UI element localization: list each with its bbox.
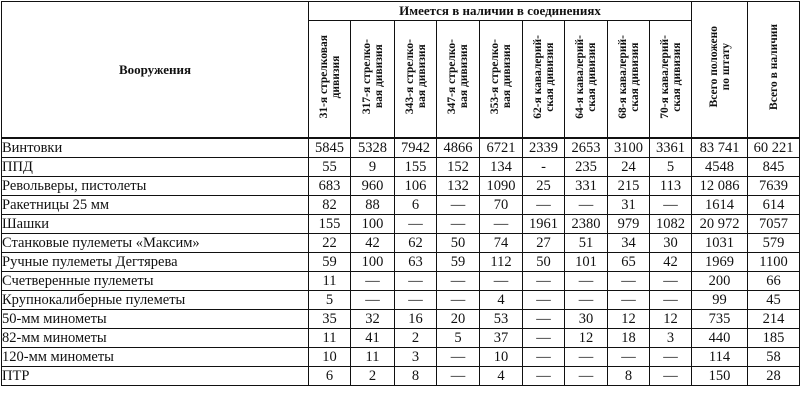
division-value-cell: —	[437, 291, 480, 310]
division-value-cell: 8	[395, 367, 437, 386]
division-value-cell: —	[523, 272, 565, 291]
division-value-cell: 42	[351, 234, 395, 253]
division-value-cell: —	[565, 348, 608, 367]
division-value-cell: 5845	[309, 138, 351, 158]
division-value-cell: 215	[608, 177, 650, 196]
division-value-cell: —	[351, 291, 395, 310]
division-column-header	[523, 21, 565, 139]
total-available-header-label: Всего в наличии	[767, 24, 780, 110]
division-value-cell: 113	[650, 177, 692, 196]
total-available-cell: 845	[748, 158, 800, 177]
division-value-cell: 4866	[437, 138, 480, 158]
division-value-cell: 55	[309, 158, 351, 177]
division-value-cell: 4	[480, 367, 523, 386]
division-column-label: 68-я кавалерий- ская дивизия	[616, 34, 641, 119]
table-row	[2, 367, 800, 386]
division-value-cell: 88	[351, 196, 395, 215]
division-value-cell: —	[523, 329, 565, 348]
division-value-cell: -	[523, 158, 565, 177]
weapon-name-cell: Ручные пулеметы Дегтярева	[2, 253, 309, 272]
table-row	[2, 329, 800, 348]
division-value-cell: 37	[480, 329, 523, 348]
division-value-cell: —	[608, 272, 650, 291]
total-required-cell: 99	[692, 291, 748, 310]
table-row	[2, 348, 800, 367]
weapon-name-cell: 50-мм минометы	[2, 310, 309, 329]
weapon-name-cell: Крупнокалиберные пулеметы	[2, 291, 309, 310]
division-value-cell: 3	[650, 329, 692, 348]
division-value-cell: 2653	[565, 138, 608, 158]
division-value-cell: 4	[480, 291, 523, 310]
division-value-cell: 5328	[351, 138, 395, 158]
division-value-cell: —	[523, 291, 565, 310]
total-available-cell: 7057	[748, 215, 800, 234]
division-value-cell: 70	[480, 196, 523, 215]
total-required-cell: 1614	[692, 196, 748, 215]
division-value-cell: 683	[309, 177, 351, 196]
division-value-cell: 1961	[523, 215, 565, 234]
division-column-header	[480, 21, 523, 139]
division-value-cell: 34	[608, 234, 650, 253]
division-value-cell: 18	[608, 329, 650, 348]
division-column-label: 31-я стрелковая дивизия	[317, 34, 342, 119]
division-value-cell: —	[650, 367, 692, 386]
total-available-cell: 185	[748, 329, 800, 348]
division-value-cell: 35	[309, 310, 351, 329]
division-value-cell: —	[565, 367, 608, 386]
division-column-label: 62-я кавалерий- ская дивизия	[531, 34, 556, 119]
division-value-cell: 2	[351, 367, 395, 386]
total-available-header	[748, 2, 800, 139]
weapon-name-cell: Станковые пулеметы «Максим»	[2, 234, 309, 253]
division-column-label: 64-я кавалерий- ская дивизия	[574, 34, 598, 119]
table-row	[2, 234, 800, 253]
division-value-cell: —	[650, 196, 692, 215]
division-value-cell: 3361	[650, 138, 692, 158]
total-required-cell: 12 086	[692, 177, 748, 196]
table-row	[2, 177, 800, 196]
division-value-cell: —	[480, 215, 523, 234]
division-value-cell: 100	[351, 253, 395, 272]
division-value-cell: 82	[309, 196, 351, 215]
division-value-cell: 2380	[565, 215, 608, 234]
total-required-header-label: Всего положено по штату	[707, 26, 732, 108]
weapons-column-header: Вооружения	[2, 2, 309, 139]
division-value-cell: 960	[351, 177, 395, 196]
total-required-cell: 20 972	[692, 215, 748, 234]
division-column-label: 70-я кавалерий- ская дивизия	[658, 34, 683, 119]
division-column-header	[395, 21, 437, 139]
division-value-cell: 65	[608, 253, 650, 272]
division-value-cell: 27	[523, 234, 565, 253]
weapon-name-cell: Винтовки	[2, 138, 309, 158]
division-value-cell: —	[565, 291, 608, 310]
division-value-cell: 25	[523, 177, 565, 196]
division-value-cell: —	[480, 272, 523, 291]
division-value-cell: —	[437, 272, 480, 291]
division-value-cell: 51	[565, 234, 608, 253]
division-value-cell: 12	[565, 329, 608, 348]
total-required-cell: 83 741	[692, 138, 748, 158]
division-value-cell: —	[565, 196, 608, 215]
total-available-cell: 28	[748, 367, 800, 386]
division-value-cell: 53	[480, 310, 523, 329]
division-value-cell: 24	[608, 158, 650, 177]
division-value-cell: 12	[608, 310, 650, 329]
total-available-cell: 214	[748, 310, 800, 329]
total-required-cell: 1031	[692, 234, 748, 253]
total-available-cell: 7639	[748, 177, 800, 196]
division-value-cell: —	[650, 291, 692, 310]
division-column-header	[608, 21, 650, 139]
division-value-cell: 31	[608, 196, 650, 215]
total-available-cell: 45	[748, 291, 800, 310]
division-value-cell: 50	[437, 234, 480, 253]
division-value-cell: 2	[395, 329, 437, 348]
division-value-cell: 41	[351, 329, 395, 348]
division-value-cell: 10	[480, 348, 523, 367]
table-row	[2, 138, 800, 158]
division-value-cell: —	[437, 215, 480, 234]
division-value-cell: —	[395, 291, 437, 310]
division-value-cell: 155	[395, 158, 437, 177]
division-value-cell: 32	[351, 310, 395, 329]
division-value-cell: 6	[309, 367, 351, 386]
total-available-cell: 579	[748, 234, 800, 253]
division-column-header	[309, 21, 351, 139]
division-value-cell: 100	[351, 215, 395, 234]
division-value-cell: —	[523, 367, 565, 386]
division-value-cell: —	[565, 272, 608, 291]
division-value-cell: 7942	[395, 138, 437, 158]
division-column-label: 353-я стрелко- вая дивизия	[489, 38, 513, 115]
total-available-cell: 58	[748, 348, 800, 367]
division-value-cell: 30	[565, 310, 608, 329]
division-value-cell: 63	[395, 253, 437, 272]
division-value-cell: 1090	[480, 177, 523, 196]
total-required-cell: 440	[692, 329, 748, 348]
weapon-name-cell: Счетверенные пулеметы	[2, 272, 309, 291]
division-value-cell: 11	[309, 329, 351, 348]
division-value-cell: 979	[608, 215, 650, 234]
table-row	[2, 272, 800, 291]
table-row	[2, 196, 800, 215]
division-value-cell: —	[523, 348, 565, 367]
total-required-cell: 735	[692, 310, 748, 329]
division-value-cell: 59	[437, 253, 480, 272]
division-value-cell: 16	[395, 310, 437, 329]
weapon-name-cell: Револьверы, пистолеты	[2, 177, 309, 196]
division-value-cell: 50	[523, 253, 565, 272]
division-column-header	[437, 21, 480, 139]
division-value-cell: 74	[480, 234, 523, 253]
division-value-cell: 20	[437, 310, 480, 329]
division-value-cell: 155	[309, 215, 351, 234]
division-value-cell: 59	[309, 253, 351, 272]
division-value-cell: 101	[565, 253, 608, 272]
total-available-cell: 60 221	[748, 138, 800, 158]
weapon-name-cell: 120-мм минометы	[2, 348, 309, 367]
division-value-cell: —	[650, 272, 692, 291]
division-column-label: 343-я стрелко- вая дивизия	[403, 38, 428, 115]
division-value-cell: 12	[650, 310, 692, 329]
division-value-cell: —	[608, 291, 650, 310]
division-value-cell: —	[523, 310, 565, 329]
division-column-header	[565, 21, 608, 139]
division-value-cell: 134	[480, 158, 523, 177]
weapons-table-body	[2, 138, 800, 386]
division-value-cell: 11	[309, 272, 351, 291]
division-value-cell: —	[395, 272, 437, 291]
division-value-cell: 5	[437, 329, 480, 348]
total-available-cell: 66	[748, 272, 800, 291]
total-required-header	[692, 2, 748, 139]
division-value-cell: —	[650, 348, 692, 367]
weapon-name-cell: ППД	[2, 158, 309, 177]
table-row	[2, 253, 800, 272]
division-value-cell: 30	[650, 234, 692, 253]
division-value-cell: 112	[480, 253, 523, 272]
division-value-cell: 152	[437, 158, 480, 177]
division-value-cell: —	[351, 272, 395, 291]
division-value-cell: 1082	[650, 215, 692, 234]
weapon-name-cell: ПТР	[2, 367, 309, 386]
division-column-label: 317-я стрелко- вая дивизия	[360, 38, 385, 115]
division-column-label: 347-я стрелко- вая дивизия	[446, 38, 470, 115]
available-in-units-header: Имеется в наличии в соединениях	[309, 2, 692, 21]
table-row	[2, 158, 800, 177]
division-value-cell: 11	[351, 348, 395, 367]
division-value-cell: —	[437, 367, 480, 386]
total-required-cell: 150	[692, 367, 748, 386]
division-value-cell: 10	[309, 348, 351, 367]
weapon-name-cell: Ракетницы 25 мм	[2, 196, 309, 215]
division-value-cell: —	[437, 196, 480, 215]
division-value-cell: 6	[395, 196, 437, 215]
division-value-cell: 3100	[608, 138, 650, 158]
division-value-cell: 62	[395, 234, 437, 253]
division-value-cell: —	[523, 196, 565, 215]
total-available-cell: 1100	[748, 253, 800, 272]
division-value-cell: 106	[395, 177, 437, 196]
division-value-cell: —	[437, 348, 480, 367]
division-column-header	[650, 21, 692, 139]
table-row	[2, 215, 800, 234]
total-required-cell: 200	[692, 272, 748, 291]
division-value-cell: 3	[395, 348, 437, 367]
weapons-table	[1, 1, 800, 386]
total-required-cell: 114	[692, 348, 748, 367]
division-value-cell: 6721	[480, 138, 523, 158]
division-value-cell: —	[395, 215, 437, 234]
total-required-cell: 4548	[692, 158, 748, 177]
division-value-cell: 5	[650, 158, 692, 177]
total-required-cell: 1969	[692, 253, 748, 272]
weapon-name-cell: Шашки	[2, 215, 309, 234]
division-column-header	[351, 21, 395, 139]
division-value-cell: 8	[608, 367, 650, 386]
table-row	[2, 310, 800, 329]
division-value-cell: 331	[565, 177, 608, 196]
division-value-cell: 9	[351, 158, 395, 177]
table-row	[2, 291, 800, 310]
division-value-cell: 5	[309, 291, 351, 310]
weapon-name-cell: 82-мм минометы	[2, 329, 309, 348]
total-available-cell: 614	[748, 196, 800, 215]
division-value-cell: 2339	[523, 138, 565, 158]
division-value-cell: 22	[309, 234, 351, 253]
division-value-cell: —	[608, 348, 650, 367]
division-value-cell: 132	[437, 177, 480, 196]
division-value-cell: 235	[565, 158, 608, 177]
division-value-cell: 42	[650, 253, 692, 272]
